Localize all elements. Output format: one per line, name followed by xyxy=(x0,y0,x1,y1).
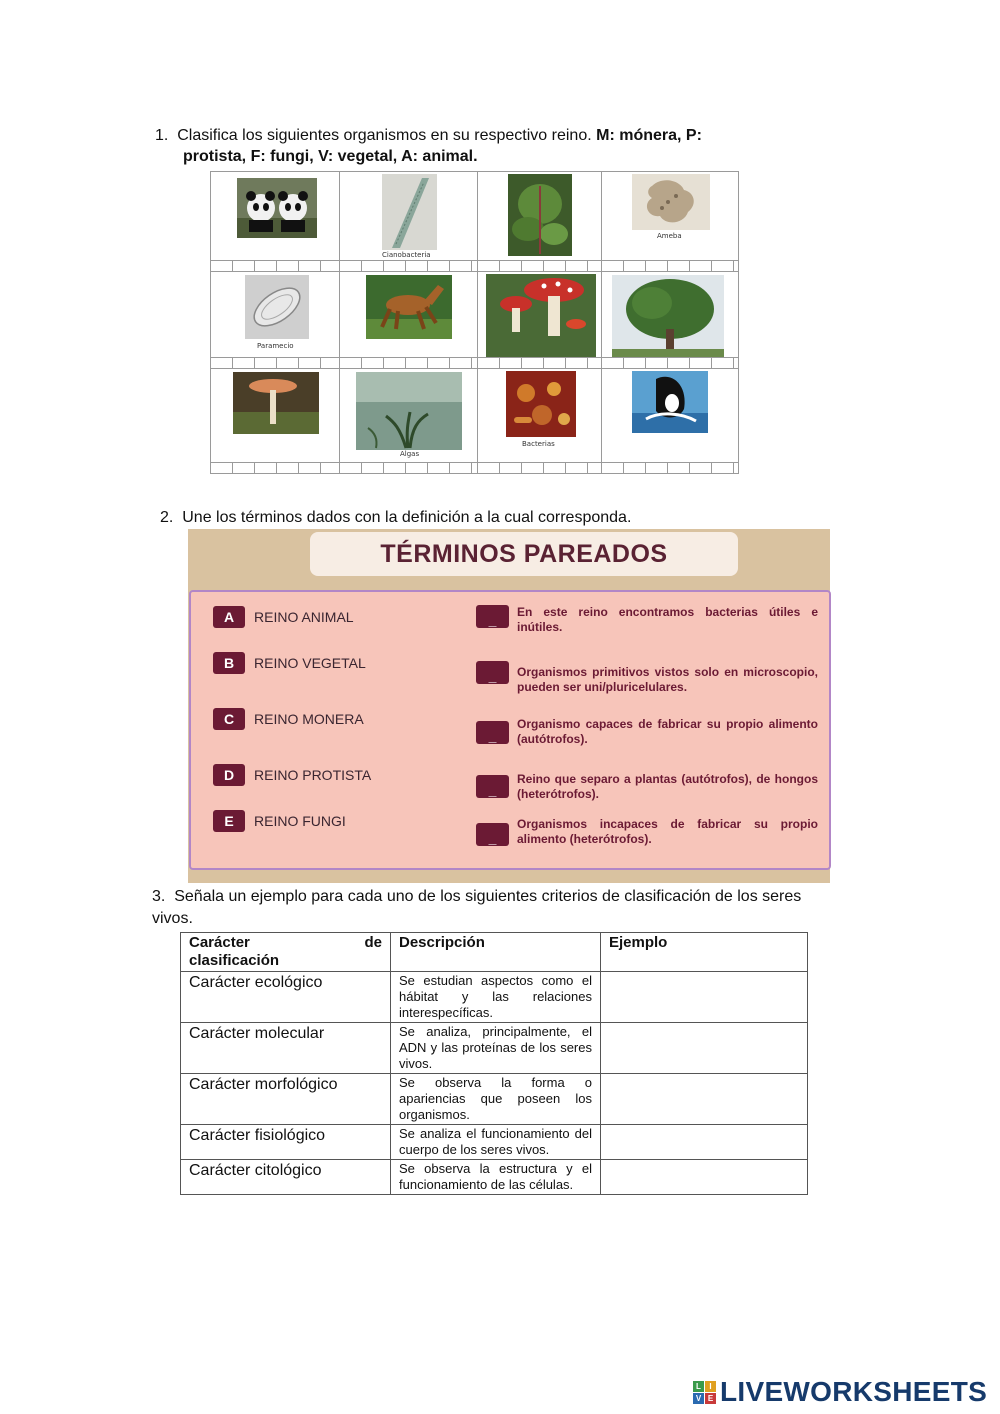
table-row xyxy=(181,1125,808,1160)
liveworksheets-logo[interactable] xyxy=(693,1376,987,1408)
table-row xyxy=(181,1160,808,1195)
answer-ticks[interactable] xyxy=(602,462,738,473)
organism-cell xyxy=(602,172,738,272)
definition-3: Organismo capaces de fabricar su propio alimento (autótrofos). xyxy=(517,717,818,746)
paired-terms-title: TÉRMINOS PAREADOS xyxy=(310,532,738,576)
question-1-text: Clasifica los siguientes organismos en su respectivo reino. xyxy=(177,127,592,144)
icon-letter: I xyxy=(705,1381,716,1392)
question-2-number: 2. xyxy=(160,509,174,526)
table-header-row xyxy=(181,933,808,972)
organism-cell xyxy=(340,172,478,272)
tree-photo xyxy=(612,275,724,357)
question-3-number: 3. xyxy=(152,888,166,905)
header-description: Descripción xyxy=(391,933,601,972)
example-input[interactable] xyxy=(601,1125,808,1160)
organism-caption: Algas xyxy=(400,450,420,458)
term-letter: C xyxy=(213,708,245,730)
term-label: REINO PROTISTA xyxy=(254,767,372,783)
term-letter: D xyxy=(213,764,245,786)
answer-slot[interactable]: _ xyxy=(476,775,509,798)
question-3-text: Señala un ejemplo para cada uno de los siguientes criterios de clasificación de los seres vivos. xyxy=(152,888,802,927)
icon-letter: V xyxy=(693,1393,704,1404)
term-c[interactable] xyxy=(213,708,364,730)
header-text: de xyxy=(364,934,382,951)
term-e[interactable] xyxy=(213,810,346,832)
leafy-plant-photo xyxy=(508,174,572,256)
definition-5: Organismos incapaces de fabricar su propio alimento (heterótrofos). xyxy=(517,817,818,846)
question-2 xyxy=(160,509,631,527)
answer-ticks[interactable] xyxy=(478,260,601,271)
criterion-cell: Carácter citológico xyxy=(181,1160,391,1195)
answer-slot[interactable]: _ xyxy=(476,605,509,628)
table-row xyxy=(181,1074,808,1125)
organism-caption: Paramecio xyxy=(257,342,294,350)
table-row xyxy=(181,1023,808,1074)
answer-ticks[interactable] xyxy=(211,260,339,271)
header-text: clasificación xyxy=(189,952,280,969)
answer-ticks[interactable] xyxy=(478,462,601,473)
organism-cell xyxy=(211,172,340,272)
answer-ticks[interactable] xyxy=(478,357,601,368)
answer-ticks[interactable] xyxy=(340,260,477,271)
organism-cell xyxy=(478,369,602,473)
term-letter: E xyxy=(213,810,245,832)
definition-2: Organismos primitivos vistos solo en microscopio, pueden ser uni/pluricelulares. xyxy=(517,665,818,694)
description-cell: Se observa la forma o apariencias que poseen los organismos. xyxy=(391,1074,601,1125)
organism-cell xyxy=(211,369,340,473)
description-cell: Se estudian aspectos como el hábitat y las relaciones interespecíficas. xyxy=(391,972,601,1023)
organism-caption: Ameba xyxy=(657,232,682,240)
answer-ticks[interactable] xyxy=(602,260,738,271)
organism-cell xyxy=(478,172,602,272)
header-example: Ejemplo xyxy=(601,933,808,972)
criteria-table xyxy=(180,932,808,1195)
pandas-photo xyxy=(237,178,317,238)
organism-cell xyxy=(478,272,602,369)
answer-ticks[interactable] xyxy=(602,357,738,368)
term-label: REINO VEGETAL xyxy=(254,655,366,671)
algae-photo xyxy=(356,372,462,450)
answer-ticks[interactable] xyxy=(340,357,477,368)
term-letter: B xyxy=(213,652,245,674)
organism-caption: Cianobacteria xyxy=(382,251,431,259)
amoeba-photo xyxy=(632,174,710,230)
brand-name: LIVEWORKSHEETS xyxy=(720,1376,988,1407)
header-text: Carácter xyxy=(189,934,250,951)
question-1-number: 1. xyxy=(155,127,169,144)
organism-cell xyxy=(602,272,738,369)
answer-ticks[interactable] xyxy=(211,357,339,368)
answer-slot[interactable]: _ xyxy=(476,823,509,846)
question-1 xyxy=(155,125,805,167)
term-letter: A xyxy=(213,606,245,628)
table-row xyxy=(181,972,808,1023)
orca-photo xyxy=(632,371,708,433)
question-2-text: Une los términos dados con la definición a la cual corresponda. xyxy=(182,509,632,526)
criterion-cell: Carácter ecológico xyxy=(181,972,391,1023)
icon-letter: E xyxy=(705,1393,716,1404)
description-cell: Se analiza el funcionamiento del cuerpo de los seres vivos. xyxy=(391,1125,601,1160)
example-input[interactable] xyxy=(601,1023,808,1074)
description-cell: Se analiza, principalmente, el ADN y las proteínas de los seres vivos. xyxy=(391,1023,601,1074)
definition-1: En este reino encontramos bacterias útiles e inútiles. xyxy=(517,605,818,634)
organism-cell xyxy=(340,369,478,473)
organism-cell xyxy=(211,272,340,369)
horse-photo xyxy=(366,275,452,339)
description-cell: Se observa la estructura y el funcionamiento de las células. xyxy=(391,1160,601,1195)
term-b[interactable] xyxy=(213,652,366,674)
mushrooms-photo xyxy=(486,274,596,358)
organism-cell xyxy=(602,369,738,473)
definition-4: Reino que separo a plantas (autótrofos), de hongos (heterótrofos). xyxy=(517,772,818,801)
term-label: REINO ANIMAL xyxy=(254,609,354,625)
term-label: REINO MONERA xyxy=(254,711,364,727)
question-1-legend-b: protista, F: fungi, V: vegetal, A: animal. xyxy=(183,148,478,165)
organism-cell xyxy=(340,272,478,369)
example-input[interactable] xyxy=(601,1074,808,1125)
example-input[interactable] xyxy=(601,1160,808,1195)
fungus-photo xyxy=(233,372,319,434)
question-3 xyxy=(152,886,812,930)
answer-slot[interactable]: _ xyxy=(476,721,509,744)
term-d[interactable] xyxy=(213,764,371,786)
liveworksheets-icon xyxy=(693,1381,716,1404)
header-criterion xyxy=(181,933,391,972)
organism-grid xyxy=(210,171,739,474)
icon-letter: L xyxy=(693,1381,704,1392)
answer-ticks[interactable] xyxy=(211,462,339,473)
criterion-cell: Carácter molecular xyxy=(181,1023,391,1074)
answer-slot[interactable]: _ xyxy=(476,661,509,684)
criterion-cell: Carácter morfológico xyxy=(181,1074,391,1125)
bacteria-photo xyxy=(506,371,576,437)
answer-ticks[interactable] xyxy=(340,462,477,473)
question-1-legend-a: M: mónera, P: xyxy=(596,127,702,144)
term-label: REINO FUNGI xyxy=(254,813,346,829)
cyanobacteria-photo xyxy=(382,174,437,250)
organism-caption: Bacterias xyxy=(522,440,555,448)
paramecium-photo xyxy=(245,275,309,339)
term-a[interactable] xyxy=(213,606,354,628)
example-input[interactable] xyxy=(601,972,808,1023)
criterion-cell: Carácter fisiológico xyxy=(181,1125,391,1160)
